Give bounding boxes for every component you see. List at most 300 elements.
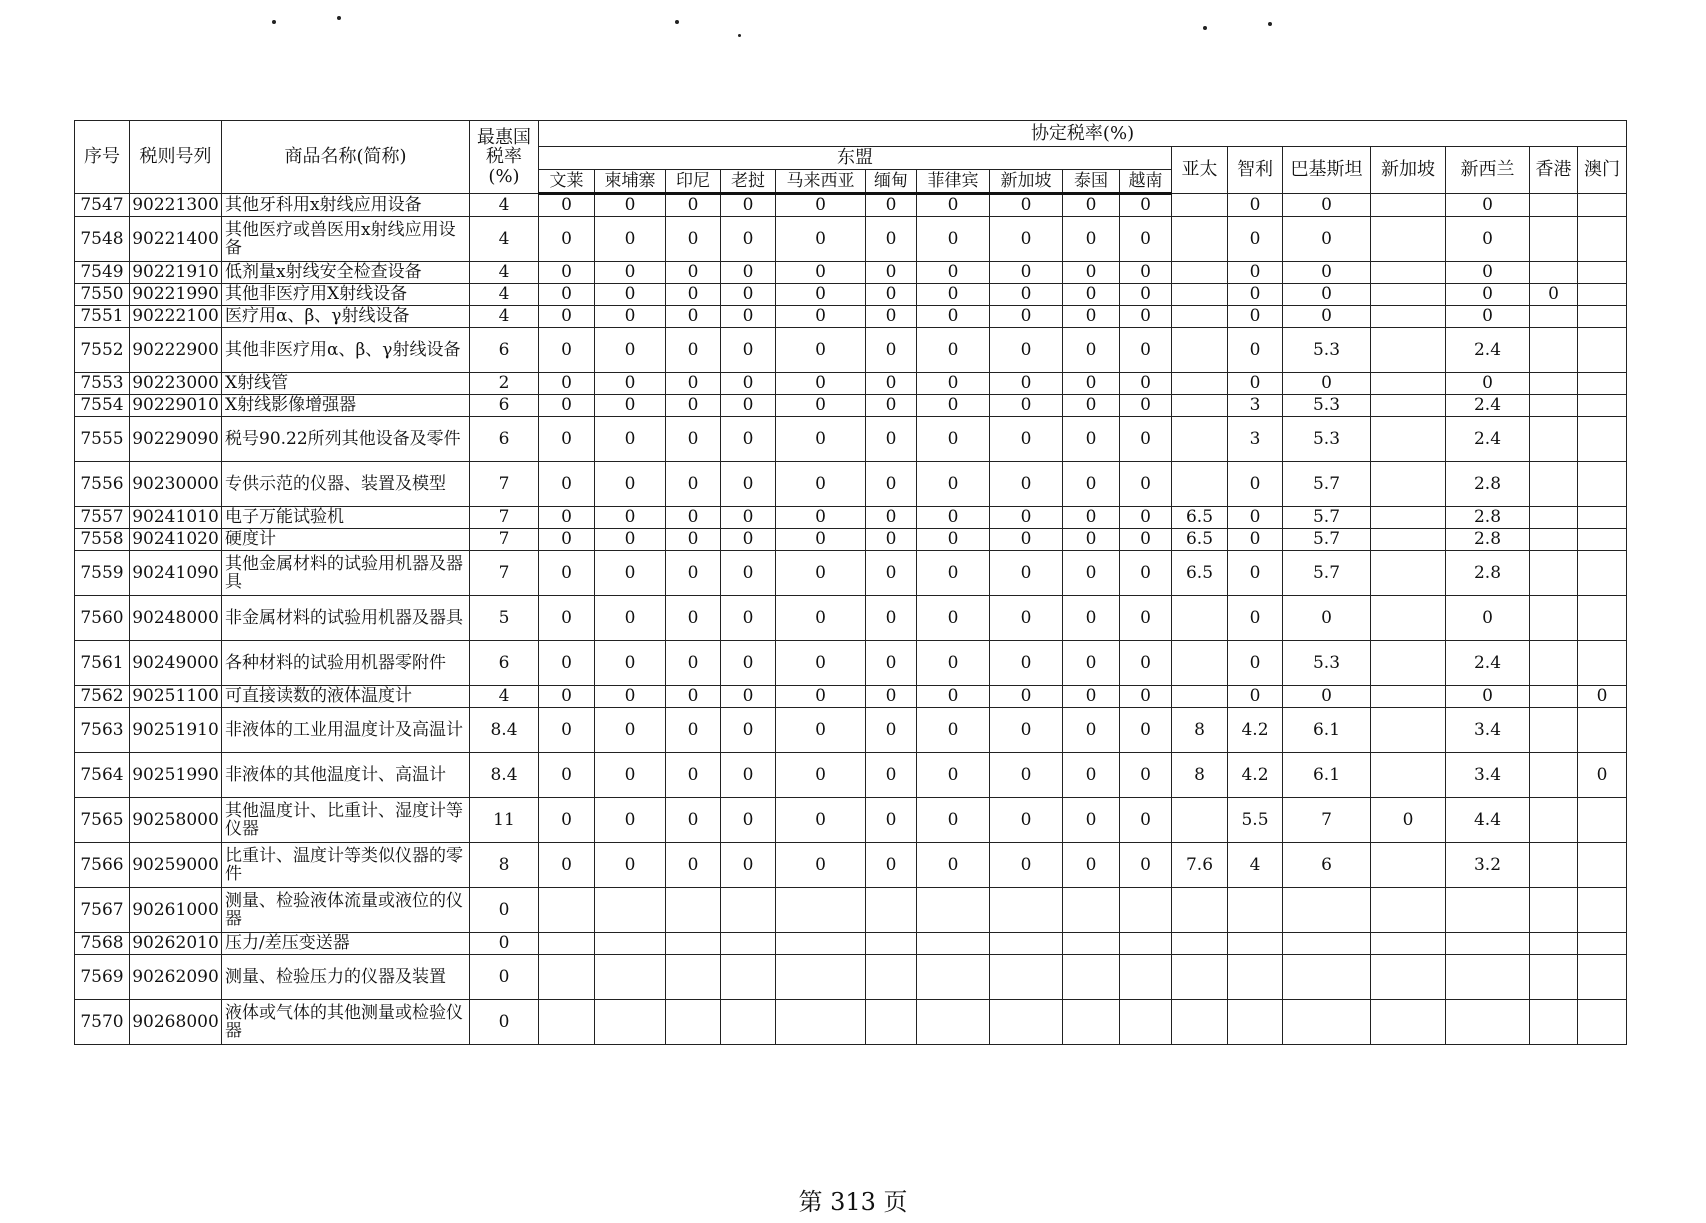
asean-rate-cell: 0 (539, 529, 595, 551)
partner-rate-cell: 5.7 (1283, 462, 1371, 507)
mfn-rate-cell: 2 (470, 373, 539, 395)
asean-rate-cell: 0 (1120, 596, 1172, 641)
seq-cell: 7560 (75, 596, 130, 641)
asean-rate-cell: 0 (595, 753, 666, 798)
partner-rate-cell: 0 (1283, 217, 1371, 262)
asean-rate-cell: 0 (776, 753, 866, 798)
asean-rate-cell: 0 (721, 462, 776, 507)
name-cell: X射线管 (222, 373, 470, 395)
partner-rate-cell: 0 (1283, 262, 1371, 284)
partner-rate-cell (1172, 596, 1228, 641)
partner-rate-cell (1530, 194, 1578, 217)
partner-rate-cell (1172, 933, 1228, 955)
partner-rate-cell: 3.2 (1446, 843, 1530, 888)
header-asean-member: 文莱 (539, 170, 595, 194)
asean-rate-cell (776, 933, 866, 955)
partner-rate-cell (1283, 1000, 1371, 1045)
partner-rate-cell: 0 (1283, 373, 1371, 395)
seq-cell: 7549 (75, 262, 130, 284)
asean-rate-cell (776, 888, 866, 933)
partner-rate-cell (1578, 641, 1627, 686)
asean-rate-cell: 0 (539, 641, 595, 686)
partner-rate-cell: 0 (1446, 194, 1530, 217)
partner-rate-cell (1228, 888, 1283, 933)
asean-rate-cell: 0 (666, 551, 721, 596)
asean-rate-cell: 0 (666, 641, 721, 686)
partner-rate-cell: 8 (1172, 708, 1228, 753)
table-row (75, 284, 1627, 306)
partner-rate-cell: 4.2 (1228, 753, 1283, 798)
partner-rate-cell (1371, 529, 1446, 551)
asean-rate-cell: 0 (917, 217, 990, 262)
name-cell: 各种材料的试验用机器零附件 (222, 641, 470, 686)
asean-rate-cell: 0 (1120, 686, 1172, 708)
asean-rate-cell: 0 (917, 708, 990, 753)
header-asean-member: 柬埔寨 (595, 170, 666, 194)
asean-rate-cell: 0 (917, 753, 990, 798)
page-number: 第 313 页 (798, 1188, 908, 1216)
asean-rate-cell: 0 (866, 843, 917, 888)
asean-rate-cell (1120, 933, 1172, 955)
header-asean-member: 泰国 (1063, 170, 1120, 194)
mfn-rate-cell: 7 (470, 551, 539, 596)
partner-rate-cell: 0 (1228, 284, 1283, 306)
code-cell: 90222900 (130, 328, 222, 373)
tariff-rate-table (74, 120, 1627, 1045)
asean-rate-cell: 0 (539, 596, 595, 641)
asean-rate-cell: 0 (917, 843, 990, 888)
partner-rate-cell: 0 (1371, 798, 1446, 843)
partner-rate-cell (1371, 262, 1446, 284)
asean-rate-cell: 0 (1063, 753, 1120, 798)
partner-rate-cell (1172, 306, 1228, 328)
mfn-rate-cell: 4 (470, 262, 539, 284)
partner-rate-cell (1578, 798, 1627, 843)
partner-rate-cell (1172, 1000, 1228, 1045)
seq-cell: 7570 (75, 1000, 130, 1045)
asean-rate-cell (539, 955, 595, 1000)
asean-rate-cell: 0 (595, 395, 666, 417)
partner-rate-cell: 0 (1578, 753, 1627, 798)
asean-rate-cell: 0 (1063, 843, 1120, 888)
mfn-rate-cell: 0 (470, 888, 539, 933)
code-cell: 90249000 (130, 641, 222, 686)
code-cell: 90268000 (130, 1000, 222, 1045)
mfn-rate-cell: 4 (470, 284, 539, 306)
code-cell: 90259000 (130, 843, 222, 888)
header-asean-member: 印尼 (666, 170, 721, 194)
asean-rate-cell: 0 (1120, 194, 1172, 217)
partner-rate-cell: 0 (1446, 596, 1530, 641)
asean-rate-cell: 0 (866, 217, 917, 262)
asean-rate-cell: 0 (776, 217, 866, 262)
asean-rate-cell: 0 (917, 551, 990, 596)
asean-rate-cell (666, 933, 721, 955)
asean-rate-cell: 0 (776, 262, 866, 284)
asean-rate-cell: 0 (539, 843, 595, 888)
asean-rate-cell: 0 (721, 395, 776, 417)
asean-rate-cell: 0 (595, 843, 666, 888)
asean-rate-cell: 0 (1063, 417, 1120, 462)
asean-rate-cell: 0 (539, 284, 595, 306)
header-seq: 序号 (75, 121, 130, 194)
partner-rate-cell: 4.4 (1446, 798, 1530, 843)
partner-rate-cell (1172, 955, 1228, 1000)
partner-rate-cell (1446, 888, 1530, 933)
partner-rate-cell (1578, 417, 1627, 462)
asean-rate-cell: 0 (917, 507, 990, 529)
partner-rate-cell (1371, 888, 1446, 933)
seq-cell: 7567 (75, 888, 130, 933)
partner-rate-cell (1371, 686, 1446, 708)
asean-rate-cell: 0 (721, 686, 776, 708)
code-cell: 90241010 (130, 507, 222, 529)
partner-rate-cell: 6.1 (1283, 753, 1371, 798)
name-cell: 其他非医疗用X射线设备 (222, 284, 470, 306)
asean-rate-cell: 0 (721, 284, 776, 306)
asean-rate-cell: 0 (990, 262, 1063, 284)
mfn-rate-cell: 7 (470, 529, 539, 551)
seq-cell: 7554 (75, 395, 130, 417)
partner-rate-cell (1371, 843, 1446, 888)
asean-rate-cell (866, 955, 917, 1000)
partner-rate-cell (1371, 194, 1446, 217)
asean-rate-cell (595, 1000, 666, 1045)
name-cell: 比重计、温度计等类似仪器的零件 (222, 843, 470, 888)
header-code: 税则号列 (130, 121, 222, 194)
partner-rate-cell (1371, 753, 1446, 798)
mfn-rate-cell: 0 (470, 1000, 539, 1045)
asean-rate-cell: 0 (539, 798, 595, 843)
partner-rate-cell: 0 (1446, 262, 1530, 284)
partner-rate-cell (1530, 262, 1578, 284)
partner-rate-cell: 6.5 (1172, 507, 1228, 529)
partner-rate-cell: 0 (1446, 686, 1530, 708)
header-asean-member: 越南 (1120, 170, 1172, 194)
partner-rate-cell: 0 (1530, 284, 1578, 306)
asean-rate-cell: 0 (990, 306, 1063, 328)
table-row (75, 507, 1627, 529)
asean-rate-cell (595, 933, 666, 955)
asean-rate-cell: 0 (666, 373, 721, 395)
asean-rate-cell (539, 1000, 595, 1045)
table-row (75, 933, 1627, 955)
asean-rate-cell: 0 (990, 686, 1063, 708)
partner-rate-cell: 3 (1228, 417, 1283, 462)
partner-rate-cell (1371, 955, 1446, 1000)
asean-rate-cell: 0 (595, 284, 666, 306)
asean-rate-cell: 0 (1063, 798, 1120, 843)
partner-rate-cell (1446, 1000, 1530, 1045)
partner-rate-cell (1530, 373, 1578, 395)
mfn-rate-cell: 6 (470, 395, 539, 417)
mfn-rate-cell: 6 (470, 328, 539, 373)
header-partner: 智利 (1228, 147, 1283, 194)
partner-rate-cell: 2.4 (1446, 328, 1530, 373)
partner-rate-cell (1446, 955, 1530, 1000)
partner-rate-cell (1371, 417, 1446, 462)
asean-rate-cell: 0 (539, 753, 595, 798)
asean-rate-cell: 0 (721, 507, 776, 529)
asean-rate-cell: 0 (917, 306, 990, 328)
partner-rate-cell (1172, 798, 1228, 843)
asean-rate-cell: 0 (990, 843, 1063, 888)
asean-rate-cell: 0 (917, 462, 990, 507)
asean-rate-cell (539, 933, 595, 955)
partner-rate-cell (1530, 395, 1578, 417)
partner-rate-cell: 5.7 (1283, 507, 1371, 529)
asean-rate-cell (1120, 955, 1172, 1000)
partner-rate-cell: 0 (1228, 686, 1283, 708)
partner-rate-cell (1530, 328, 1578, 373)
name-cell: 其他非医疗用α、β、γ射线设备 (222, 328, 470, 373)
asean-rate-cell: 0 (1120, 529, 1172, 551)
table-body (75, 194, 1627, 1045)
asean-rate-cell: 0 (721, 753, 776, 798)
asean-rate-cell: 0 (666, 395, 721, 417)
partner-rate-cell (1578, 507, 1627, 529)
asean-rate-cell: 0 (917, 262, 990, 284)
header-asean-member: 老挝 (721, 170, 776, 194)
asean-rate-cell: 0 (866, 462, 917, 507)
asean-rate-cell (866, 933, 917, 955)
asean-rate-cell: 0 (990, 753, 1063, 798)
asean-rate-cell: 0 (721, 529, 776, 551)
asean-rate-cell (595, 888, 666, 933)
table-row (75, 217, 1627, 262)
asean-rate-cell: 0 (990, 551, 1063, 596)
code-cell: 90230000 (130, 462, 222, 507)
name-cell: 医疗用α、β、γ射线设备 (222, 306, 470, 328)
asean-rate-cell (1063, 1000, 1120, 1045)
partner-rate-cell (1228, 1000, 1283, 1045)
asean-rate-cell: 0 (721, 262, 776, 284)
asean-rate-cell: 0 (990, 596, 1063, 641)
asean-rate-cell: 0 (666, 306, 721, 328)
asean-rate-cell: 0 (595, 417, 666, 462)
partner-rate-cell: 2.8 (1446, 507, 1530, 529)
code-cell: 90223000 (130, 373, 222, 395)
partner-rate-cell: 0 (1228, 328, 1283, 373)
asean-rate-cell: 0 (539, 507, 595, 529)
partner-rate-cell: 0 (1446, 284, 1530, 306)
asean-rate-cell: 0 (917, 373, 990, 395)
partner-rate-cell: 5.7 (1283, 529, 1371, 551)
asean-rate-cell: 0 (539, 306, 595, 328)
asean-rate-cell: 0 (595, 262, 666, 284)
asean-rate-cell: 0 (1120, 262, 1172, 284)
seq-cell: 7566 (75, 843, 130, 888)
partner-rate-cell (1172, 417, 1228, 462)
asean-rate-cell: 0 (721, 194, 776, 217)
partner-rate-cell (1283, 888, 1371, 933)
seq-cell: 7568 (75, 933, 130, 955)
partner-rate-cell: 0 (1228, 641, 1283, 686)
header-partner: 巴基斯坦 (1283, 147, 1371, 194)
table-row (75, 417, 1627, 462)
asean-rate-cell: 0 (666, 596, 721, 641)
asean-rate-cell: 0 (666, 708, 721, 753)
asean-rate-cell (1120, 888, 1172, 933)
partner-rate-cell: 5.3 (1283, 328, 1371, 373)
partner-rate-cell: 0 (1283, 284, 1371, 306)
asean-rate-cell: 0 (539, 708, 595, 753)
asean-rate-cell: 0 (539, 328, 595, 373)
table-row (75, 753, 1627, 798)
partner-rate-cell (1371, 708, 1446, 753)
partner-rate-cell (1578, 395, 1627, 417)
asean-rate-cell: 0 (1063, 217, 1120, 262)
asean-rate-cell: 0 (666, 529, 721, 551)
partner-rate-cell (1530, 641, 1578, 686)
name-cell: 其他牙科用x射线应用设备 (222, 194, 470, 217)
asean-rate-cell (539, 888, 595, 933)
name-cell: 其他金属材料的试验用机器及器具 (222, 551, 470, 596)
asean-rate-cell: 0 (1120, 217, 1172, 262)
asean-rate-cell: 0 (866, 708, 917, 753)
asean-rate-cell: 0 (776, 843, 866, 888)
seq-cell: 7565 (75, 798, 130, 843)
asean-rate-cell (917, 933, 990, 955)
partner-rate-cell (1578, 462, 1627, 507)
asean-rate-cell: 0 (666, 417, 721, 462)
partner-rate-cell: 0 (1228, 551, 1283, 596)
name-cell: 其他医疗或兽医用x射线应用设备 (222, 217, 470, 262)
asean-rate-cell: 0 (866, 395, 917, 417)
asean-rate-cell: 0 (776, 798, 866, 843)
partner-rate-cell (1530, 753, 1578, 798)
asean-rate-cell: 0 (776, 462, 866, 507)
code-cell: 90258000 (130, 798, 222, 843)
partner-rate-cell (1530, 462, 1578, 507)
asean-rate-cell: 0 (866, 507, 917, 529)
code-cell: 90221400 (130, 217, 222, 262)
asean-rate-cell: 0 (917, 194, 990, 217)
partner-rate-cell (1530, 933, 1578, 955)
name-cell: 液体或气体的其他测量或检验仪器 (222, 1000, 470, 1045)
partner-rate-cell (1228, 933, 1283, 955)
header-asean: 东盟 (539, 147, 1172, 170)
mfn-rate-cell: 8.4 (470, 708, 539, 753)
asean-rate-cell: 0 (866, 551, 917, 596)
table-row (75, 843, 1627, 888)
partner-rate-cell (1578, 306, 1627, 328)
asean-rate-cell: 0 (776, 194, 866, 217)
table-row (75, 1000, 1627, 1045)
asean-rate-cell: 0 (990, 507, 1063, 529)
partner-rate-cell (1283, 933, 1371, 955)
partner-rate-cell: 6.5 (1172, 529, 1228, 551)
asean-rate-cell (866, 1000, 917, 1045)
partner-rate-cell (1371, 596, 1446, 641)
partner-rate-cell (1371, 395, 1446, 417)
partner-rate-cell: 2.8 (1446, 462, 1530, 507)
partner-rate-cell (1530, 596, 1578, 641)
partner-rate-cell: 4.2 (1228, 708, 1283, 753)
scan-speck (1268, 22, 1272, 26)
partner-rate-cell (1172, 641, 1228, 686)
partner-rate-cell: 7.6 (1172, 843, 1228, 888)
asean-rate-cell: 0 (721, 843, 776, 888)
partner-rate-cell: 3.4 (1446, 708, 1530, 753)
asean-rate-cell: 0 (866, 641, 917, 686)
name-cell: 压力/差压变送器 (222, 933, 470, 955)
asean-rate-cell: 0 (666, 328, 721, 373)
partner-rate-cell: 6.1 (1283, 708, 1371, 753)
asean-rate-cell: 0 (866, 306, 917, 328)
table-row (75, 194, 1627, 217)
asean-rate-cell (866, 888, 917, 933)
asean-rate-cell: 0 (539, 551, 595, 596)
header-asean-member: 缅甸 (866, 170, 917, 194)
mfn-rate-cell: 0 (470, 955, 539, 1000)
asean-rate-cell (917, 888, 990, 933)
partner-rate-cell (1530, 798, 1578, 843)
asean-rate-cell: 0 (866, 686, 917, 708)
asean-rate-cell: 0 (1120, 507, 1172, 529)
asean-rate-cell (595, 955, 666, 1000)
partner-rate-cell (1172, 888, 1228, 933)
asean-rate-cell: 0 (1063, 641, 1120, 686)
asean-rate-cell: 0 (917, 529, 990, 551)
partner-rate-cell: 5.5 (1228, 798, 1283, 843)
asean-rate-cell: 0 (595, 596, 666, 641)
asean-rate-cell: 0 (917, 395, 990, 417)
partner-rate-cell: 0 (1446, 217, 1530, 262)
asean-rate-cell: 0 (1120, 306, 1172, 328)
asean-rate-cell: 0 (1120, 284, 1172, 306)
code-cell: 90221910 (130, 262, 222, 284)
code-cell: 90241020 (130, 529, 222, 551)
asean-rate-cell: 0 (990, 328, 1063, 373)
asean-rate-cell: 0 (776, 417, 866, 462)
asean-rate-cell: 0 (1120, 843, 1172, 888)
header-asean-member: 菲律宾 (917, 170, 990, 194)
asean-rate-cell: 0 (1120, 551, 1172, 596)
header-partner: 澳门 (1578, 147, 1627, 194)
asean-rate-cell: 0 (990, 529, 1063, 551)
partner-rate-cell: 2.4 (1446, 395, 1530, 417)
partner-rate-cell (1371, 462, 1446, 507)
partner-rate-cell (1578, 843, 1627, 888)
asean-rate-cell: 0 (1063, 596, 1120, 641)
asean-rate-cell: 0 (539, 262, 595, 284)
asean-rate-cell: 0 (1063, 328, 1120, 373)
asean-rate-cell: 0 (595, 529, 666, 551)
partner-rate-cell: 0 (1228, 194, 1283, 217)
asean-rate-cell: 0 (1063, 262, 1120, 284)
partner-rate-cell (1228, 955, 1283, 1000)
mfn-rate-cell: 5 (470, 596, 539, 641)
partner-rate-cell: 0 (1446, 373, 1530, 395)
asean-rate-cell: 0 (595, 217, 666, 262)
seq-cell: 7569 (75, 955, 130, 1000)
asean-rate-cell: 0 (917, 798, 990, 843)
seq-cell: 7552 (75, 328, 130, 373)
asean-rate-cell: 0 (595, 507, 666, 529)
name-cell: 非液体的工业用温度计及高温计 (222, 708, 470, 753)
code-cell: 90221300 (130, 194, 222, 217)
table-row (75, 955, 1627, 1000)
header-mfn-rate: 最惠国税率(%) (470, 121, 539, 194)
asean-rate-cell: 0 (776, 373, 866, 395)
code-cell: 90261000 (130, 888, 222, 933)
table-row (75, 551, 1627, 596)
asean-rate-cell: 0 (990, 798, 1063, 843)
asean-rate-cell: 0 (595, 686, 666, 708)
name-cell: 非金属材料的试验用机器及器具 (222, 596, 470, 641)
asean-rate-cell: 0 (1063, 529, 1120, 551)
